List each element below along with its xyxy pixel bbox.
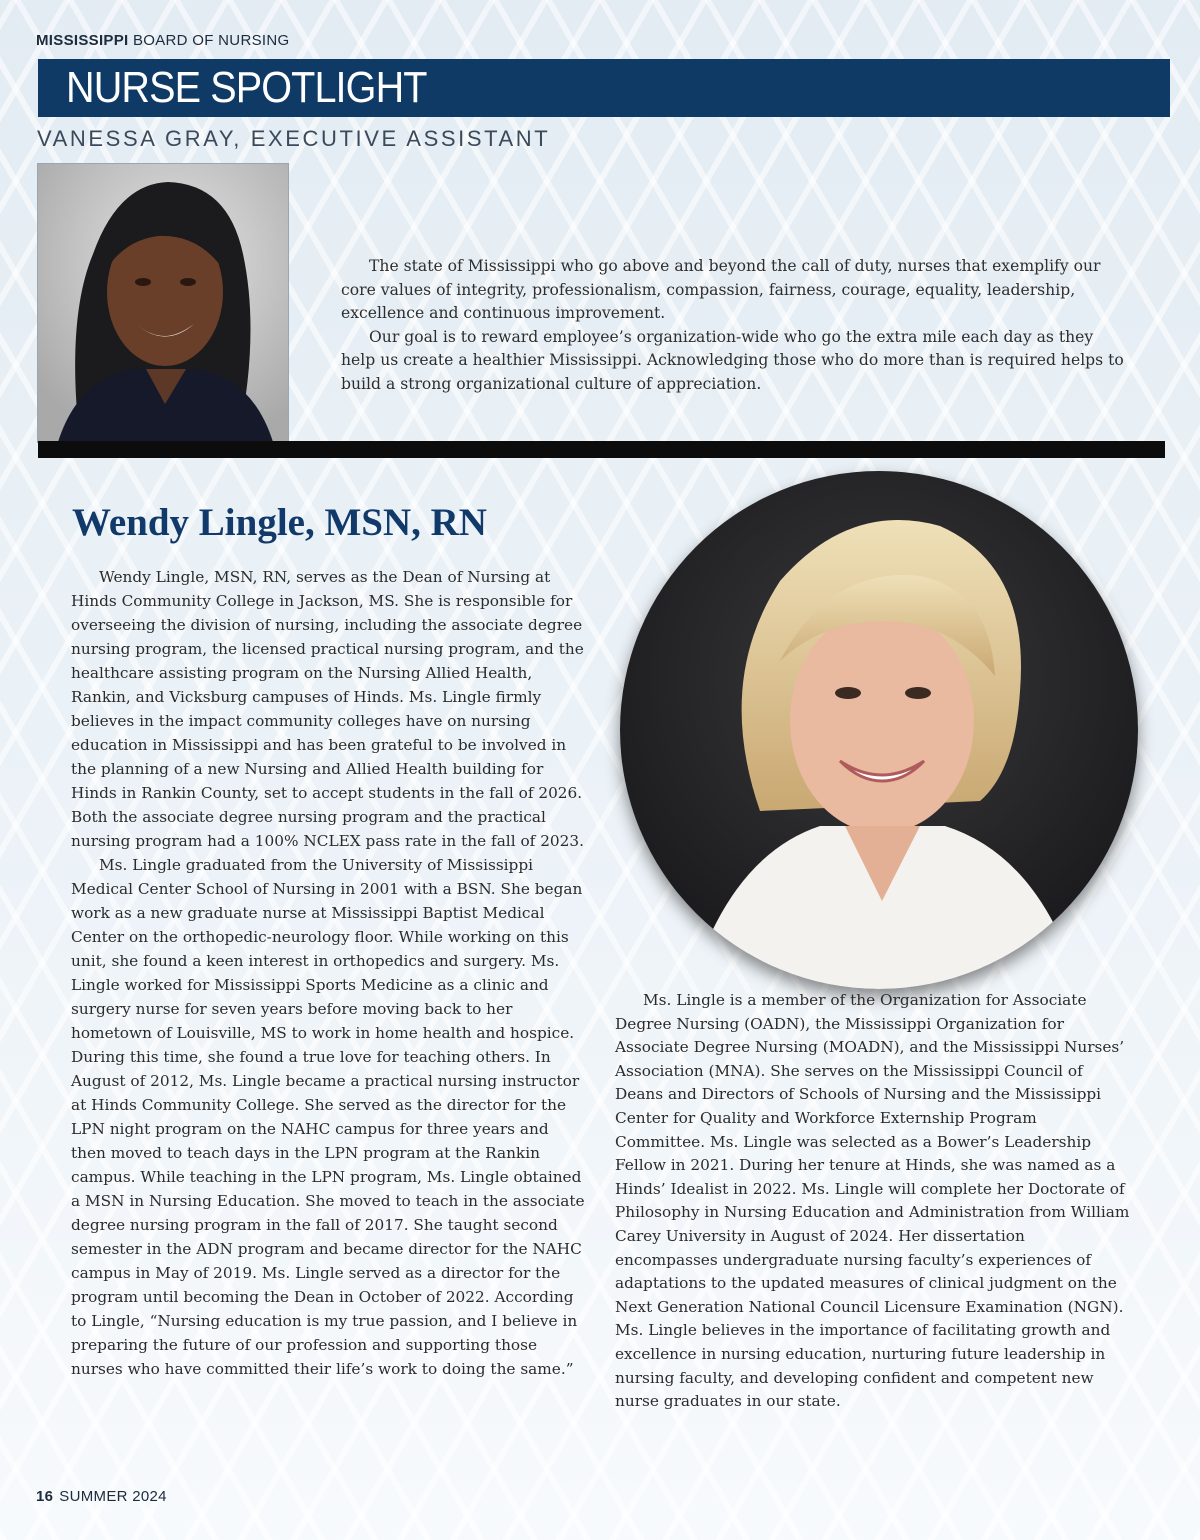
page-footer (36, 1488, 167, 1505)
page-number: 16 (36, 1488, 54, 1505)
article-paragraph: Ms. Lingle graduated from the University of Mississippi Medical Center School of Nursing in 2001 with a BSN. She began work as a new graduate nurse at Mississippi Baptist Medical Center on the orthopedic-neurology floor. While working on this unit, she found a keen interest in orthopedics and surgery. Ms. Lingle worked for Mississippi Sports Medicine as a clinic and surgery nurse for seven years before moving back to her hometown of Louisville, MS to work in home health and hospice. During this time, she found a true love for teaching others. In August of 2012, Ms. Lingle became a practical nursing instructor at Hinds Community College. She served as the director for the LPN night program on the NAHC campus for three years and then moved to teach days in the LPN program at the Rankin campus. While teaching in the LPN program, Ms. Lingle obtained a MSN in Nursing Education. She moved to teach in the associate degree nursing program in the fall of 2017. She taught second semester in the ADN program and became director for the NAHC campus in May of 2019. Ms. Lingle served as a director for the program until becoming the Dean in October of 2022. According to Lingle, “Nursing education is my true passion, and I believe in preparing the future of our profession and supporting those nurses who have committed their life’s work to doing the same.” (71, 856, 585, 1378)
program-intro (341, 255, 1131, 397)
org-name-rest: BOARD OF NURSING (132, 32, 290, 49)
spotlight-subhead: VANESSA GRAY, EXECUTIVE ASSISTANT (37, 126, 551, 151)
article-paragraph: Wendy Lingle, MSN, RN, serves as the Dean of Nursing at Hinds Community College in Jackson, MS. She is responsible for overseeing the division of nursing, including the associate degree nursing program, the licensed practical nursing program, and the healthcare assisting program on the Nursing Allied Health, Rankin, and Vicksburg campuses of Hinds. Ms. Lingle firmly believes in the impact community colleges have on nursing education in Mississippi and has been grateful to be involved in the planning of a new Nursing and Allied Health building for Hinds in Rankin County, set to accept students in the fall of 2026. Both the associate degree nursing program and the practical nursing program had a 100% NCLEX pass rate in the fall of 2023. (71, 568, 584, 850)
honoree-name-title: Wendy Lingle, MSN, RN (72, 501, 487, 544)
issue-label: SUMMER 2024 (59, 1488, 167, 1505)
article-column-left (71, 565, 586, 1381)
intro-paragraph: The state of Mississippi who go above and beyond the call of duty, nurses that exemplify our core values of integrity, professionalism, compassion, fairness, courage, equality, leadership, excellence and continuous improvement. (341, 257, 1101, 323)
org-name-bold: MISSISSIPPI (36, 32, 129, 49)
article-paragraph: Ms. Lingle is a member of the Organization for Associate Degree Nursing (OADN), the Mississippi Organization for Associate Degree Nursing (MOADN), and the Mississippi Nurses’ Association (MNA). She serves on the Mississippi Council of Deans and Directors of Schools of Nursing and the Mississippi Center for Quality and Workforce Externship Program Committee. Ms. Lingle was selected as a Bower’s Leadership Fellow in 2021. During her tenure at Hinds, she was named as a Hinds’ Idealist in 2022. Ms. Lingle will complete her Doctorate of Philosophy in Nursing Education and Administration from William Carey University in August of 2024. Her dissertation encompasses undergraduate nursing faculty’s experiences of adaptations to the updated measures of clinical judgment on the Next Generation National Council Licensure Examination (NGN). Ms. Lingle believes in the importance of facilitating growth and excellence in nursing education, nurturing future leadership in nursing faculty, and developing confident and competent new nurse graduates in our state. (615, 991, 1130, 1411)
section-divider (38, 441, 1165, 458)
executive-portrait-photo (37, 163, 289, 443)
honoree-portrait-photo (620, 471, 1138, 989)
section-banner-title: NURSE SPOTLIGHT (66, 63, 427, 112)
intro-paragraph: Our goal is to reward employee’s organization-wide who go the extra mile each day as they help us create a healthier Mississippi. Acknowledging those who do more than is required helps to build a strong organizational culture of appreciation. (341, 327, 1124, 393)
article-column-right (615, 989, 1130, 1414)
publication-header (36, 32, 289, 49)
